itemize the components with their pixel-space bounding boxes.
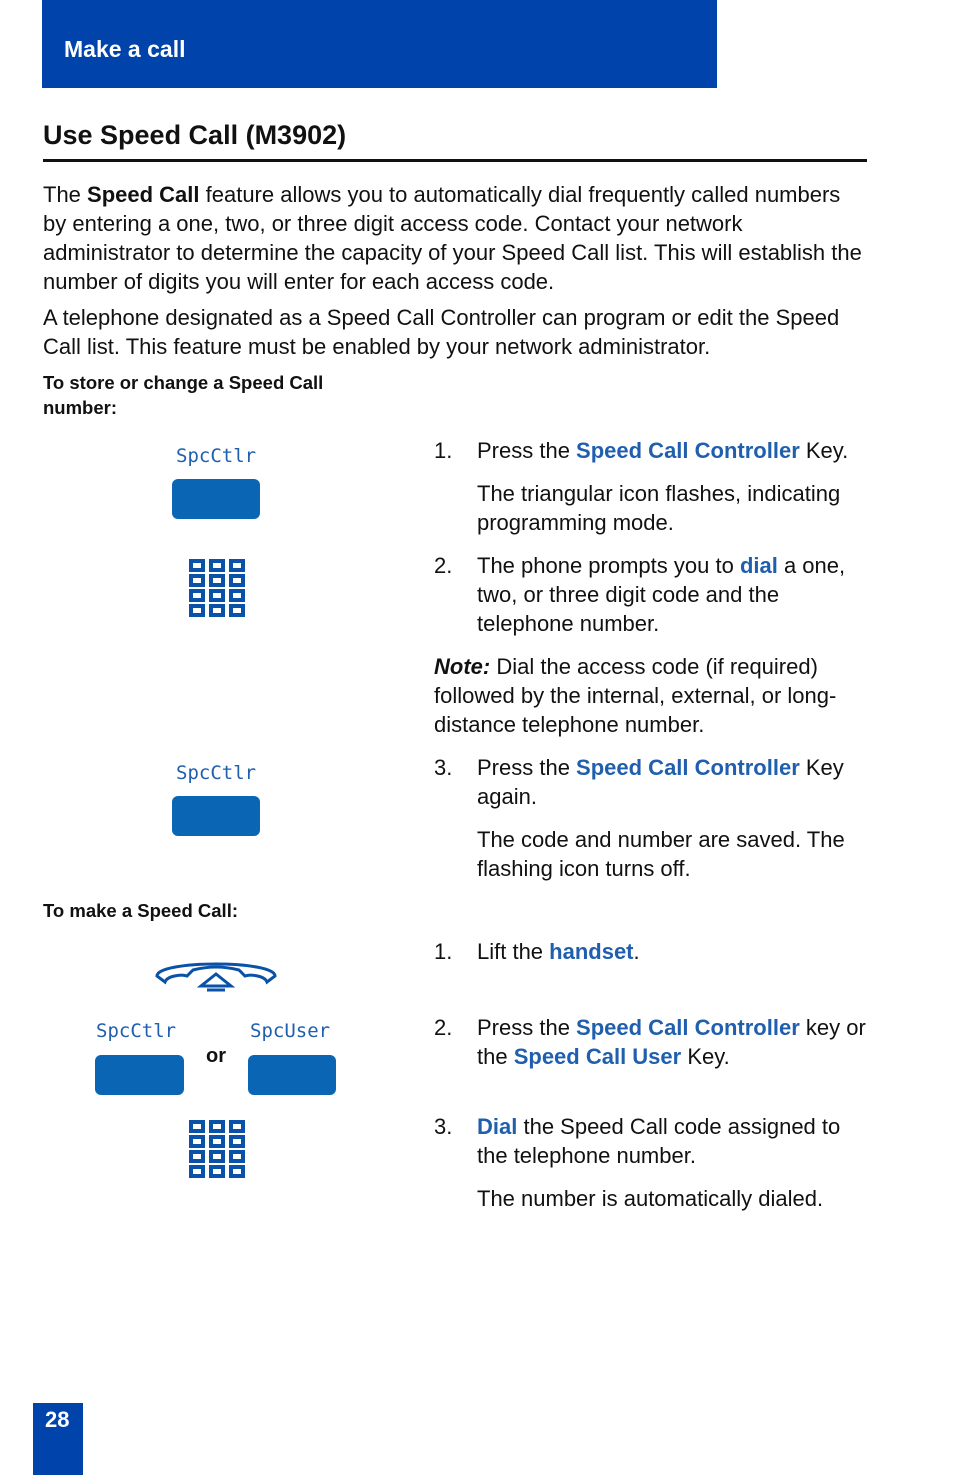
spcctlr-key-label-3: SpcCtlr [96, 1020, 177, 1042]
keypad-icon [189, 559, 245, 619]
store-note: Note: Dial the access code (if required) followed by the internal, external, or long-distance telephone number. [434, 654, 837, 737]
dial-term: dial [739, 553, 778, 578]
speed-call-controller-term: Speed Call Controller [576, 755, 800, 780]
store-heading: To store or change a Speed Call number: [43, 372, 324, 418]
or-label: or [206, 1045, 226, 1067]
note-label: Note: [434, 654, 491, 679]
spcctlr-key-3[interactable] [95, 1055, 184, 1095]
step-number: 2. [434, 1015, 453, 1040]
keypad-icon [189, 1120, 245, 1180]
step-number: 3. [434, 755, 453, 780]
spcctlr-key-label-2: SpcCtlr [176, 762, 257, 784]
intro-paragraph-2: A telephone designated as a Speed Call Controller can program or edit the Speed Call list. This feature must be enabled by your network administrator. [43, 305, 840, 359]
make-step-3-detail: The number is automatically dialed. [477, 1186, 824, 1211]
spcctlr-key[interactable] [172, 479, 260, 519]
title-rule [43, 159, 867, 162]
speed-call-term: Speed Call [87, 182, 200, 207]
spcuser-key[interactable] [248, 1055, 336, 1095]
step-number: 1. [434, 939, 453, 964]
page-title: Use Speed Call (M3902) [43, 120, 347, 150]
make-heading: To make a Speed Call: [43, 900, 238, 921]
store-step-2: The phone prompts you to dial a one, two, or three digit code and the telephone number. [477, 553, 846, 636]
store-step-1: Press the Speed Call Controller Key. [477, 438, 849, 463]
spcctlr-key-2[interactable] [172, 796, 260, 836]
make-step-2: Press the Speed Call Controller key or the Speed Call User Key. [477, 1015, 866, 1069]
page-number: 28 [45, 1407, 70, 1432]
handset-term: handset [549, 939, 634, 964]
spcuser-key-label: SpcUser [250, 1020, 331, 1042]
make-step-3: Dial the Speed Call code assigned to the telephone number. [477, 1114, 841, 1168]
dial-term: Dial [477, 1114, 518, 1139]
store-step-3-detail: The code and number are saved. The flashing icon turns off. [477, 827, 845, 881]
speed-call-controller-term: Speed Call Controller [576, 1015, 800, 1040]
intro-paragraph-1: The Speed Call feature allows you to automatically dial frequently called numbers by entering a one, two, or three digit access code. Contact your network administrator to determine the capacity of your Speed Call list. This will establish the number of digits you will enter for each access code. [43, 182, 862, 294]
step-number: 3. [434, 1114, 453, 1139]
step-number: 2. [434, 553, 453, 578]
make-step-1: Lift the handset. [477, 939, 640, 964]
step-number: 1. [434, 438, 453, 463]
speed-call-user-term: Speed Call User [513, 1044, 682, 1069]
page-number-tab [33, 1403, 83, 1475]
store-step-3: Press the Speed Call Controller Key again. [477, 755, 844, 809]
section-title: Make a call [64, 36, 186, 62]
spcctlr-key-label: SpcCtlr [176, 445, 257, 467]
speed-call-controller-term: Speed Call Controller [576, 438, 800, 463]
handset-icon [153, 956, 279, 992]
store-step-1-detail: The triangular icon flashes, indicating programming mode. [477, 481, 841, 535]
header-bar [42, 0, 717, 88]
